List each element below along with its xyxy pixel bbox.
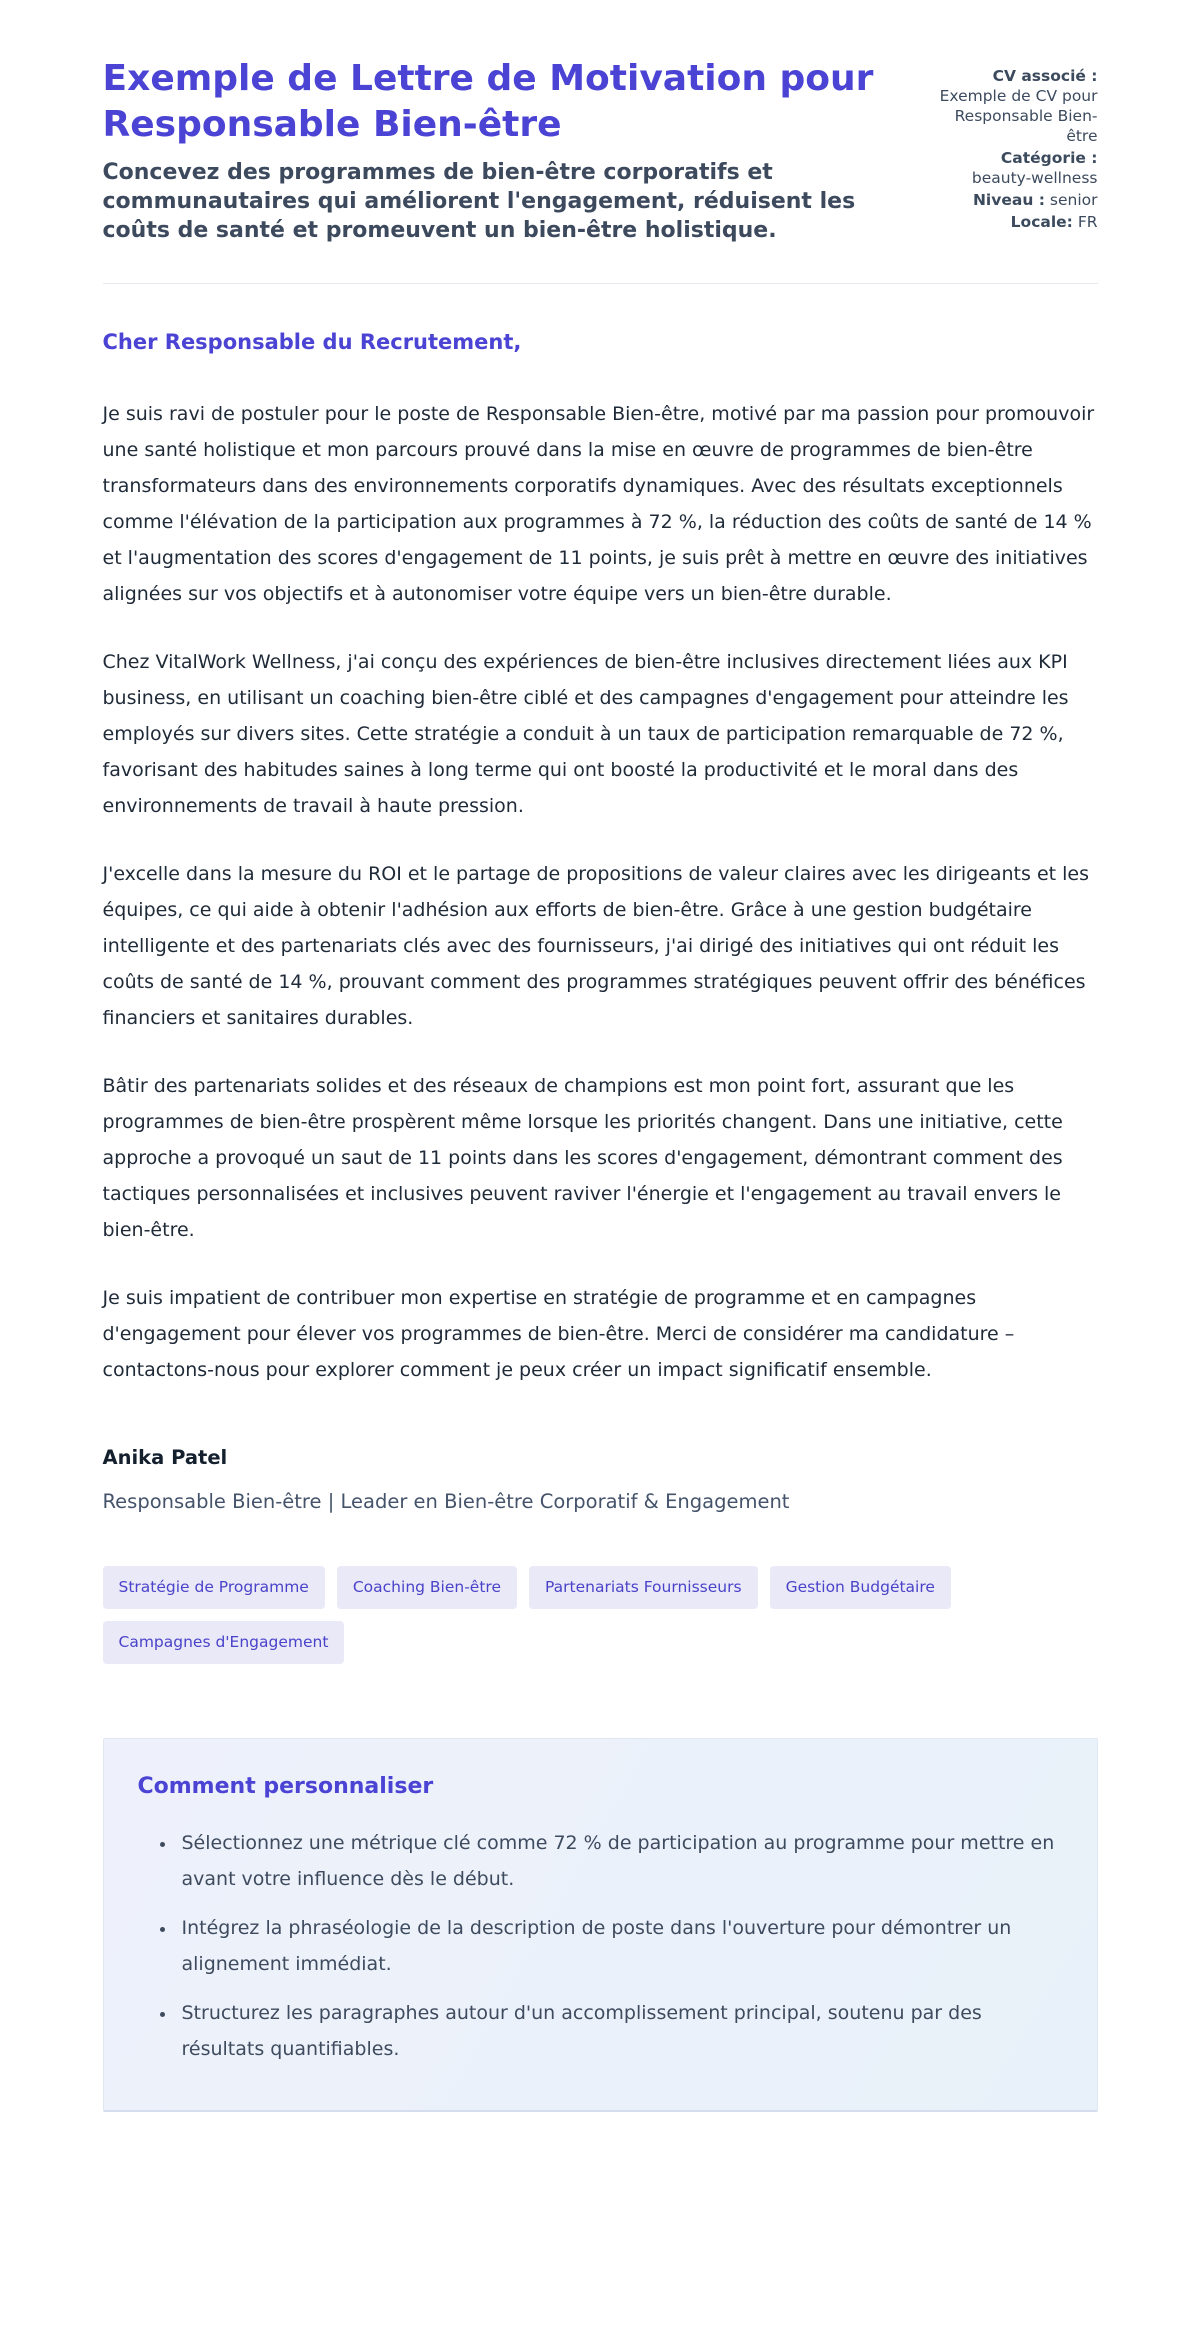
header [103,56,1098,245]
tip-item: • Structurez les paragraphes autour d'un accomplissement principal, soutenu par des résultats quantifiables. [176,1995,1063,2067]
signature-role: Responsable Bien-être | Leader en Bien-être Corporatif & Engagement [102,1490,790,1513]
letter-paragraph: Bâtir des partenariats solides et des réseaux de champions est mon point fort, assurant que les programmes de bien-être prospèrent même lorsque les priorités changent. Dans une initiative, cette approche a provoqué un saut de 11 points dans les scores d'engagement, démontrant comment des tactiques personnalisées et inclusives peuvent raviver l'énergie et l'engagement au travail envers le bien-être. [102,1075,1063,1241]
page-container [103,0,1098,2112]
meta-cv-value: Exemple de CV pour Responsable Bien-être [939,87,1098,145]
skill-tags [103,1566,1098,1664]
skill-tag: Partenariats Fournisseurs [529,1566,758,1609]
letter-paragraph: Je suis ravi de postuler pour le poste de Responsable Bien-être, motivé par ma passion pour promouvoir une santé holistique et mon parcours prouvé dans la mise en œuvre de programmes de bien-être transformateurs dans des environnements corporatifs dynamiques. Avec des résultats exceptionnels comme l'élévation de la participation aux programmes à 72 %, la réduction des coûts de santé de 14 % et l'augmentation des scores d'engagement de 11 points, je suis prêt à mettre en œuvre des initiatives alignées sur vos objectifs et à autonomiser votre équipe vers un bien-être durable. [102,403,1095,605]
letter-body [103,328,1098,1516]
tips-list [138,1825,1063,2067]
meta-category [928,148,1098,188]
meta-level [928,190,1098,210]
meta-category-label: Catégorie : [1000,149,1098,167]
meta-locale [928,212,1098,232]
meta-cv-label: CV associé : [992,67,1098,85]
tip-item: • Sélectionnez une métrique clé comme 72 % de participation au programme pour mettre en avant votre influence dès le début. [176,1825,1063,1897]
meta-level-value: senior [1049,191,1098,209]
letter-greeting: Cher Responsable du Recrutement, [102,330,522,354]
letter-paragraph: Je suis impatient de contribuer mon expertise en stratégie de programme et en campagnes d'engagement pour élever vos programmes de bien-être. Merci de considérer ma candidature – contactons-nous pour explorer comment je peux créer un impact significatif ensemble. [102,1287,1015,1381]
meta-locale-value: FR [1077,213,1098,231]
signature-name: Anika Patel [102,1446,228,1469]
tip-item: • Intégrez la phraséologie de la description de poste dans l'ouverture pour démontrer un alignement immédiat. [176,1910,1063,1982]
tips-box [103,1738,1098,2112]
meta-level-label: Niveau : [972,191,1045,209]
skill-tag: Stratégie de Programme [103,1566,325,1609]
skill-tag: Gestion Budgétaire [770,1566,951,1609]
meta-locale-label: Locale: [1010,213,1073,231]
letter-paragraph: J'excelle dans la mesure du ROI et le partage de propositions de valeur claires avec les dirigeants et les équipes, ce qui aide à obtenir l'adhésion aux efforts de bien-être. Grâce à une gestion budgétaire intelligente et des partenariats clés avec des fournisseurs, j'ai dirigé des initiatives qui ont réduit les coûts de santé de 14 %, prouvant comment des programmes stratégiques peuvent offrir des bénéfices financiers et sanitaires durables. [102,863,1089,1029]
skill-tag: Campagnes d'Engagement [103,1621,345,1664]
meta-category-value: beauty-wellness [971,169,1098,187]
meta-cv [928,66,1098,146]
page-title: Exemple de Lettre de Motivation pour Responsable Bien-être [102,58,874,145]
skill-tag: Coaching Bien-être [337,1566,517,1609]
letter-paragraph: Chez VitalWork Wellness, j'ai conçu des expériences de bien-être inclusives directement liées aux KPI business, en utilisant un coaching bien-être ciblé et des campagnes d'engagement pour atteindre les employés sur divers sites. Cette stratégie a conduit à un taux de participation remarquable de 72 %, favorisant des habitudes saines à long terme qui ont boosté la productivité et le moral dans des environnements de travail à haute pression. [102,651,1069,817]
header-divider [103,283,1098,284]
tips-title: Comment personnaliser [137,1774,434,1799]
page-subtitle: Concevez des programmes de bien-être corporatifs et communautaires qui améliorent l'engagement, réduisent les coûts de santé et promeuvent un bien-être holistique. [102,160,856,243]
header-title-block [103,56,903,245]
header-meta [928,56,1098,245]
